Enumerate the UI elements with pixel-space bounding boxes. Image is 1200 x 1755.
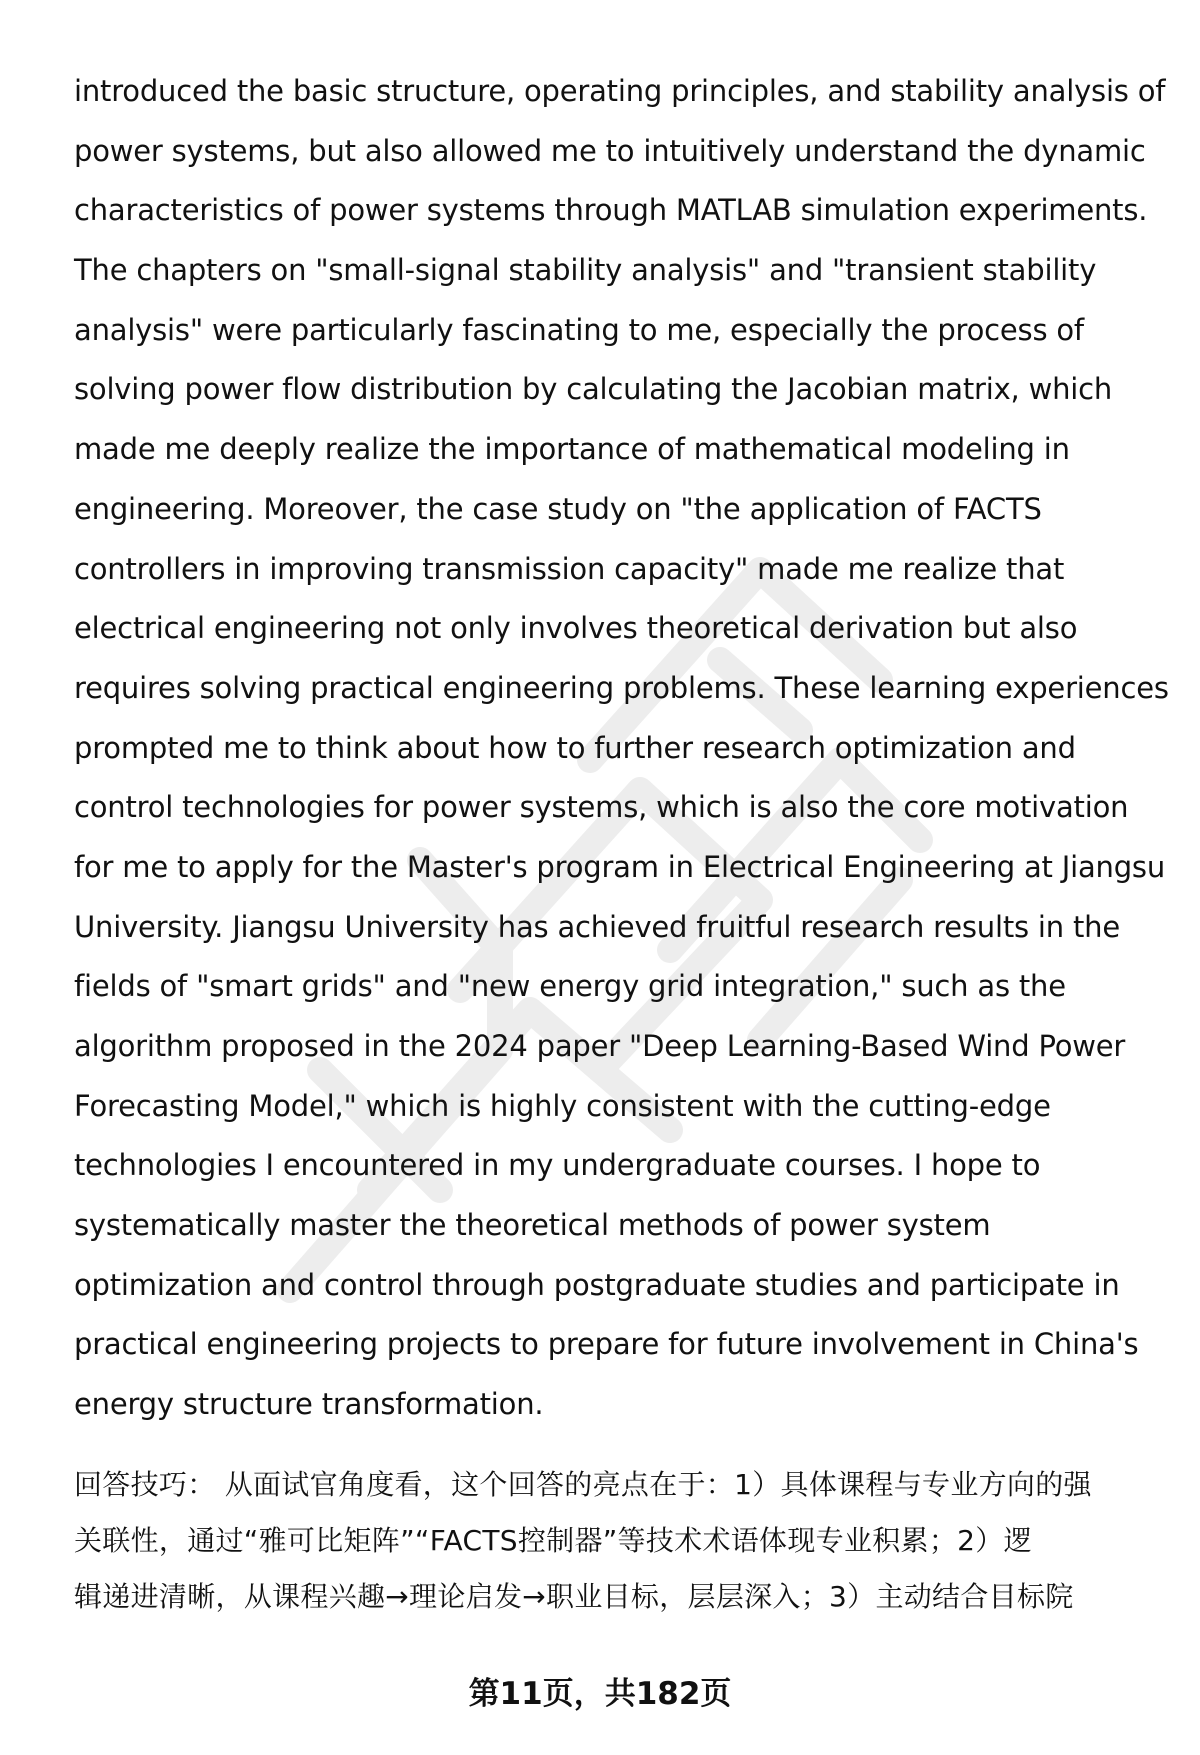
- answer-tip: [74, 1457, 1154, 1625]
- body-line: controllers in improving transmission capacity" made me realize that: [74, 551, 1065, 586]
- body-line: control technologies for power systems, which is also the core motivation: [74, 790, 1129, 825]
- body-line: fields of "smart grids" and "new energy grid integration," such as the: [74, 969, 1066, 1004]
- body-line: characteristics of power systems through MATLAB simulation experiments.: [74, 193, 1148, 228]
- body-line: introduced the basic structure, operating principles, and stability analysis of: [74, 74, 1166, 108]
- body-line: made me deeply realize the importance of mathematical modeling in: [74, 432, 1070, 467]
- body-line: Forecasting Model," which is highly consistent with the cutting-edge: [74, 1088, 1051, 1123]
- tip-line: 回答技巧： 从面试官角度看，这个回答的亮点在于：1）具体课程与专业方向的强: [74, 1468, 1092, 1501]
- body-line: power systems, but also allowed me to intuitively understand the dynamic: [74, 133, 1146, 168]
- body-line: The chapters on "small-signal stability analysis" and "transient stability: [74, 253, 1097, 288]
- body-line: requires solving practical engineering problems. These learning experiences: [74, 670, 1169, 705]
- tip-line: 辑递进清晰，从课程兴趣→理论启发→职业目标，层层深入；3）主动结合目标院: [74, 1580, 1074, 1613]
- body-line: solving power flow distribution by calculating the Jacobian matrix, which: [74, 372, 1113, 407]
- tip-line: 关联性，通过“雅可比矩阵”“FACTS控制器”等技术术语体现专业积累；2）逻: [74, 1524, 1032, 1557]
- body-line: algorithm proposed in the 2024 paper "Deep Learning-Based Wind Power: [74, 1029, 1126, 1063]
- body-line: analysis" were particularly fascinating to me, especially the process of: [74, 312, 1084, 347]
- body-line: electrical engineering not only involves theoretical derivation but also: [74, 611, 1078, 646]
- body-line: practical engineering projects to prepare for future involvement in China's: [74, 1327, 1139, 1362]
- body-line: University. Jiangsu University has achieved fruitful research results in the: [74, 909, 1120, 944]
- page-number: 第11页，共182页: [468, 1676, 732, 1712]
- body-line: for me to apply for the Master's program in Electrical Engineering at Jiangsu: [74, 849, 1166, 884]
- body-text: [74, 62, 1169, 1435]
- body-line: energy structure transformation.: [74, 1387, 544, 1422]
- body-line: technologies I encountered in my undergraduate courses. I hope to: [74, 1148, 1041, 1183]
- body-line: optimization and control through postgraduate studies and participate in: [74, 1267, 1120, 1302]
- body-line: engineering. Moreover, the case study on "the application of FACTS: [74, 491, 1042, 526]
- body-line: systematically master the theoretical methods of power system: [74, 1208, 991, 1243]
- body-line: prompted me to think about how to further research optimization and: [74, 730, 1076, 765]
